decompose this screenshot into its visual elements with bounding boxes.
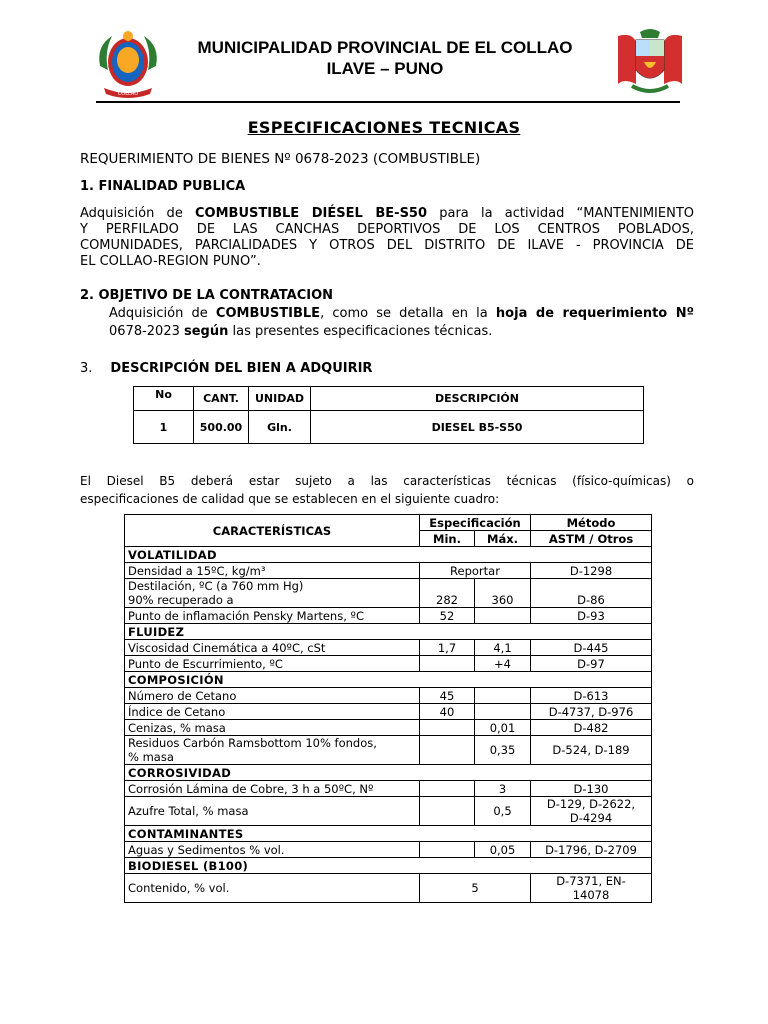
- table-cell: Viscosidad Cinemática a 40ºC, cSt: [125, 640, 420, 656]
- table-cell: 4,1: [475, 640, 531, 656]
- table-cell: D-86: [531, 579, 652, 608]
- table-row: [125, 688, 652, 704]
- table-cell: 1: [134, 411, 194, 444]
- table-row: [125, 797, 652, 826]
- table-cell: DIESEL B5-S50: [311, 411, 644, 444]
- table-cell: [420, 797, 475, 826]
- table-cell: [475, 688, 531, 704]
- table-cell: Densidad a 15ºC, kg/m³: [125, 563, 420, 579]
- table-cell: 0,01: [475, 720, 531, 736]
- section-row: [125, 826, 652, 842]
- section-corrosividad: CORROSIVIDAD: [125, 765, 652, 781]
- section-2-heading: 2. OBJETIVO DE LA CONTRATACION: [80, 288, 333, 303]
- table-row: [125, 720, 652, 736]
- spec-header-specification: Especificación: [420, 515, 531, 531]
- table-cell: Azufre Total, % masa: [125, 797, 420, 826]
- section-1-paragraph-line-3: COMUNIDADES, PARCIALIDADES Y OTROS DEL DISTRITO DE ILAVE - PROVINCIA DE: [80, 238, 694, 253]
- document-title: ESPECIFICACIONES TECNICAS: [247, 118, 521, 137]
- table-cell: [420, 720, 475, 736]
- table-row: [125, 874, 652, 903]
- table-cell: 1,7: [420, 640, 475, 656]
- table-cell: D-7371, EN- 14078: [531, 874, 652, 903]
- col-header-cant: CANT.: [194, 387, 249, 411]
- col-header-unidad: UNIDAD: [249, 387, 311, 411]
- header-divider: [96, 101, 680, 103]
- table-cell: Punto de Escurrimiento, ºC: [125, 656, 420, 672]
- section-row: [125, 624, 652, 640]
- section-row: [125, 858, 652, 874]
- table-cell: 40: [420, 704, 475, 720]
- table-cell: D-4737, D-976: [531, 704, 652, 720]
- table-cell: Destilación, ºC (a 760 mm Hg) 90% recuperado a: [125, 579, 420, 608]
- product-name: COMBUSTIBLE DIÉSEL BE-S50: [195, 206, 428, 221]
- table-cell: D-129, D-2622, D-4294: [531, 797, 652, 826]
- section-row: [125, 765, 652, 781]
- table-row: [125, 781, 652, 797]
- spec-header-row: [125, 515, 652, 531]
- table-cell: 45: [420, 688, 475, 704]
- section-3-heading: 3. DESCRIPCIÓN DEL BIEN A ADQUIRIR: [80, 361, 373, 376]
- table-cell: D-97: [531, 656, 652, 672]
- table-cell: Gln.: [249, 411, 311, 444]
- table-cell: 500.00: [194, 411, 249, 444]
- table-row: [125, 640, 652, 656]
- table-cell: [420, 781, 475, 797]
- table-cell: [420, 842, 475, 858]
- table-header-row: [134, 387, 644, 411]
- spec-header-max: Máx.: [475, 531, 531, 547]
- section-1-paragraph-line-1: Adquisición de COMBUSTIBLE DIÉSEL BE-S50 para la actividad “MANTENIMIENTO: [80, 206, 694, 221]
- table-cell: D-130: [531, 781, 652, 797]
- col-header-descripcion: DESCRIPCIÓN: [311, 387, 644, 411]
- section-row: [125, 672, 652, 688]
- table-cell: D-482: [531, 720, 652, 736]
- table-cell: +4: [475, 656, 531, 672]
- table-row: [125, 656, 652, 672]
- table-cell: D-1796, D-2709: [531, 842, 652, 858]
- table-cell: Número de Cetano: [125, 688, 420, 704]
- requirement-line: REQUERIMIENTO DE BIENES Nº 0678-2023 (COMBUSTIBLE): [80, 151, 481, 167]
- intro-line-2: especificaciones de calidad que se establecen en el siguiente cuadro:: [80, 492, 500, 506]
- table-cell: [420, 656, 475, 672]
- table-cell: D-445: [531, 640, 652, 656]
- section-contaminantes: CONTAMINANTES: [125, 826, 652, 842]
- table-cell: 52: [420, 608, 475, 624]
- table-cell: 282: [420, 579, 475, 608]
- institution-line-2: ILAVE – PUNO: [326, 59, 444, 78]
- spec-header-characteristics: CARACTERÍSTICAS: [125, 515, 420, 547]
- table-cell: Residuos Carbón Ramsbottom 10% fondos, % masa: [125, 736, 420, 765]
- table-cell: Índice de Cetano: [125, 704, 420, 720]
- section-1-heading: 1. FINALIDAD PUBLICA: [80, 179, 246, 194]
- spec-header-min: Min.: [420, 531, 475, 547]
- table-cell: 360: [475, 579, 531, 608]
- table-cell: Punto de inflamación Pensky Martens, ºC: [125, 608, 420, 624]
- table-cell: Aguas y Sedimentos % vol.: [125, 842, 420, 858]
- peru-coat-of-arms-icon: [614, 28, 686, 98]
- table-row: [125, 579, 652, 608]
- section-biodiesel: BIODIESEL (B100): [125, 858, 652, 874]
- table-row: [125, 563, 652, 579]
- intro-line-1: El Diesel B5 deberá estar sujeto a las características técnicas (físico-químicas) o: [80, 474, 694, 488]
- table-cell: Reportar: [420, 563, 531, 579]
- table-cell: [420, 736, 475, 765]
- section-1-paragraph-line-4: EL COLLAO-REGION PUNO”.: [80, 254, 261, 269]
- table-cell: 0,35: [475, 736, 531, 765]
- table-cell: D-1298: [531, 563, 652, 579]
- table-row: [125, 608, 652, 624]
- section-1-paragraph-line-2: Y PERFILADO DE LAS CANCHAS DEPORTIVOS DE LOS CENTROS POBLADOS,: [80, 222, 694, 237]
- spec-header-method: Método: [531, 515, 652, 531]
- table-cell: Contenido, % vol.: [125, 874, 420, 903]
- table-cell: D-613: [531, 688, 652, 704]
- table-cell: [475, 608, 531, 624]
- table-cell: 3: [475, 781, 531, 797]
- table-cell: 0,5: [475, 797, 531, 826]
- ribbon-text: COLLAO: [117, 91, 139, 97]
- table-row: [134, 411, 644, 444]
- section-2-paragraph-line-1: Adquisición de COMBUSTIBLE, como se detalla en la hoja de requerimiento Nº: [109, 306, 694, 321]
- section-row: [125, 547, 652, 563]
- section-volatilidad: VOLATILIDAD: [125, 547, 652, 563]
- table-cell: 0,05: [475, 842, 531, 858]
- items-table: [133, 386, 644, 444]
- section-composicion: COMPOSICIÓN: [125, 672, 652, 688]
- table-cell: D-524, D-189: [531, 736, 652, 765]
- table-cell: Corrosión Lámina de Cobre, 3 h a 50ºC, Nº: [125, 781, 420, 797]
- section-fluidez: FLUIDEZ: [125, 624, 652, 640]
- section-2-paragraph-line-2: 0678-2023 según las presentes especificaciones técnicas.: [109, 324, 493, 339]
- table-cell: 5: [420, 874, 531, 903]
- institution-line-1: MUNICIPALIDAD PROVINCIAL DE EL COLLAO: [197, 38, 573, 57]
- institution-name: [150, 37, 620, 79]
- table-row: [125, 736, 652, 765]
- spec-header-astm: ASTM / Otros: [531, 531, 652, 547]
- table-cell: [475, 704, 531, 720]
- table-row: [125, 704, 652, 720]
- spec-table: [124, 514, 652, 903]
- col-header-no: No: [134, 387, 194, 411]
- table-cell: D-93: [531, 608, 652, 624]
- table-cell: Cenizas, % masa: [125, 720, 420, 736]
- table-row: [125, 842, 652, 858]
